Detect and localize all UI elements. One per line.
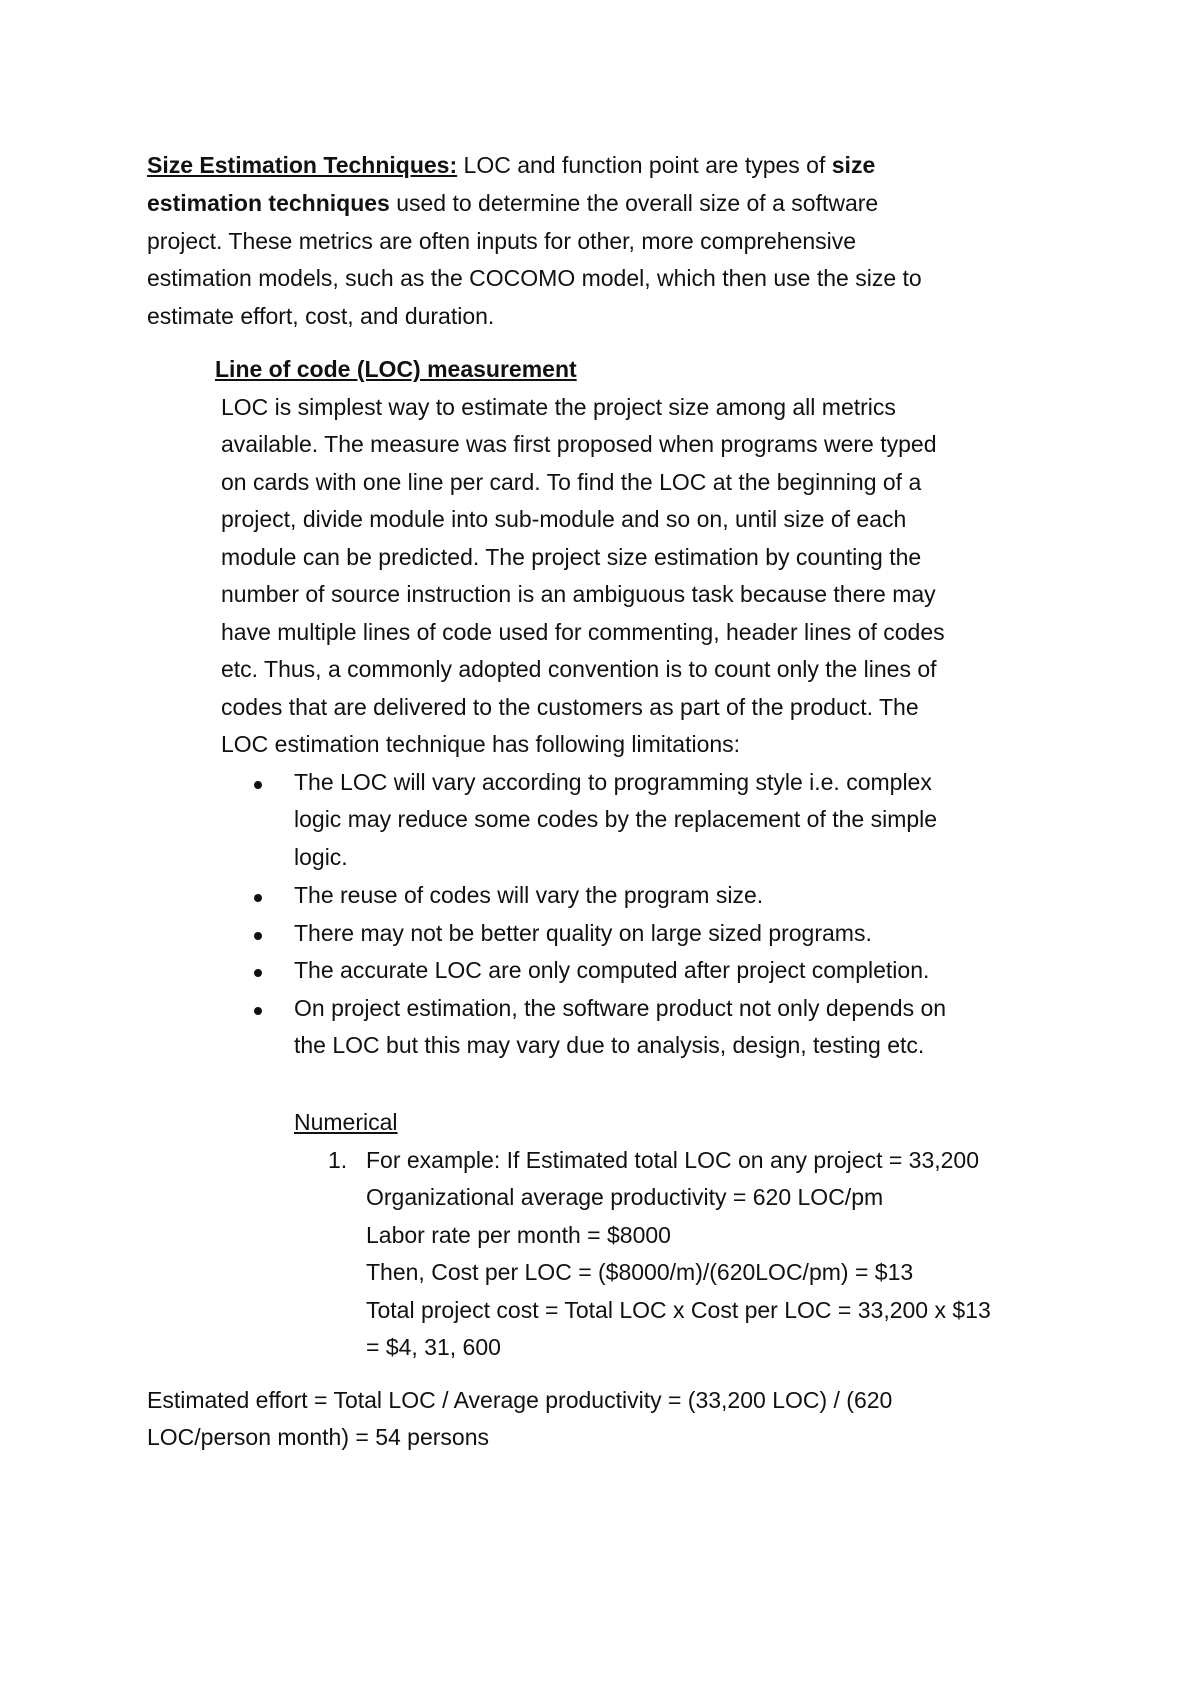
intro-line-5: estimate effort, cost, and duration. — [147, 303, 495, 329]
bullet-icon — [254, 894, 262, 902]
loc-paragraph-line: etc. Thus, a commonly adopted convention is to count only the lines of — [221, 656, 937, 682]
intro-line-2 — [147, 188, 878, 218]
loc-paragraph-line: have multiple lines of code used for commenting, header lines of codes — [221, 619, 945, 645]
intro-line-4: estimation models, such as the COCOMO model, which then use the size to — [147, 265, 922, 291]
limitation-item-line: logic. — [294, 844, 348, 870]
numerical-heading: Numerical — [294, 1109, 398, 1135]
loc-paragraph-line: LOC is simplest way to estimate the project size among all metrics — [221, 394, 896, 420]
limitation-item-line: The LOC will vary according to programming style i.e. complex — [294, 769, 932, 795]
intro-line2-bold: estimation techniques — [147, 190, 390, 216]
bullet-icon — [254, 781, 262, 789]
limitation-item-line: On project estimation, the software product not only depends on — [294, 995, 947, 1021]
intro-line1-text: LOC and function point are types of — [457, 152, 832, 178]
numerical-line: Total project cost = Total LOC x Cost per LOC = 33,200 x $13 — [366, 1297, 991, 1323]
intro-line2-text: used to determine the overall size of a software — [389, 190, 879, 216]
intro-line1-bold: size — [831, 152, 876, 178]
loc-paragraph-line: available. The measure was first proposed when programs were typed — [221, 431, 937, 457]
loc-paragraph-line: project, divide module into sub-module and so on, until size of each — [221, 506, 907, 532]
intro-heading: Size Estimation Techniques: — [147, 152, 458, 178]
limitation-item-line: the LOC but this may vary due to analysis, design, testing etc. — [294, 1032, 925, 1058]
loc-paragraph-line: codes that are delivered to the customers as part of the product. The — [221, 694, 919, 720]
numerical-line: Organizational average productivity = 620 LOC/pm — [366, 1184, 884, 1210]
numerical-line: Labor rate per month = $8000 — [366, 1222, 671, 1248]
numerical-line: Then, Cost per LOC = ($8000/m)/(620LOC/pm) = $13 — [366, 1259, 914, 1285]
loc-paragraph-line: module can be predicted. The project size estimation by counting the — [221, 544, 922, 570]
limitation-item-line: There may not be better quality on large sized programs. — [294, 920, 872, 946]
bullet-icon — [254, 969, 262, 977]
numerical-line: = $4, 31, 600 — [366, 1334, 501, 1360]
effort-line: LOC/person month) = 54 persons — [147, 1424, 489, 1450]
numerical-line: For example: If Estimated total LOC on any project = 33,200 — [366, 1147, 980, 1173]
bullet-icon — [254, 1007, 262, 1015]
bullet-icon — [254, 932, 262, 940]
intro-line-3: project. These metrics are often inputs for other, more comprehensive — [147, 228, 857, 254]
loc-paragraph-line: on cards with one line per card. To find the LOC at the beginning of a — [221, 469, 922, 495]
loc-section-heading: Line of code (LOC) measurement — [215, 356, 577, 382]
numerical-item-number: 1. — [328, 1147, 348, 1173]
loc-paragraph-line: LOC estimation technique has following limitations: — [221, 731, 741, 757]
intro-line-1 — [147, 150, 875, 180]
limitation-item-line: The reuse of codes will vary the program size. — [294, 882, 764, 908]
limitation-item-line: logic may reduce some codes by the replacement of the simple — [294, 806, 938, 832]
limitation-item-line: The accurate LOC are only computed after project completion. — [294, 957, 930, 983]
effort-line: Estimated effort = Total LOC / Average productivity = (33,200 LOC) / (620 — [147, 1387, 893, 1413]
loc-paragraph-line: number of source instruction is an ambiguous task because there may — [221, 581, 936, 607]
